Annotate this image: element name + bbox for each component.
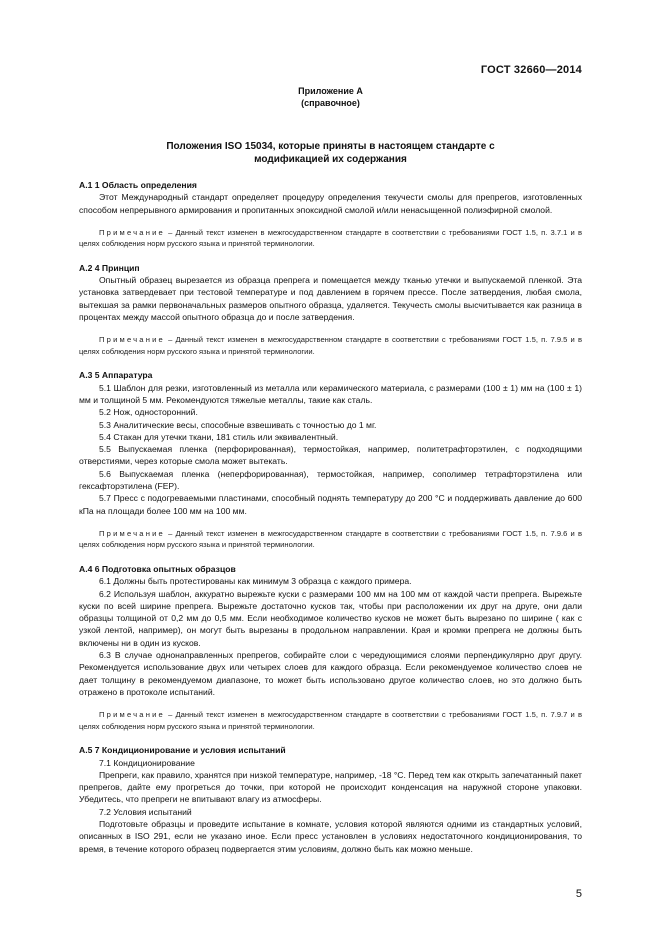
page-content (79, 86, 582, 855)
note-label: Примечание (99, 528, 165, 538)
list-item: Подготовьте образцы и проведите испытание в комнате, условия которой являются одними из стандартных условий, описанных в ISO 291, если не указано иное. Если пресс установлен в условиях недостаточного кондиционирования, то время, в течение которого образец подвергается этим условиям, должно быть как можно меньше. (79, 818, 582, 854)
note-text: – Данный текст изменен в межгосударственном стандарте в соответствии с требованиями ГОСТ 1.5, п. 7.9.7 и в целях соблюдения норм русского языка и принятой терминологии. (79, 710, 582, 731)
list-item: 6.2 Используя шаблон, аккуратно вырежьте куски с размерами 100 мм на 100 мм от каждой части препрега. Вырежьте куски по всей ширине препрега. Вырежьте достаточно кусков так, чтобы при расположении их друг на друге, они дали образцы толщиной от 0,2 мм до 0,5 мм. Если необходимое количество кусков не может быть вырезано по ширине ( как с узкой лентой, например), он могут быть вырезаны в продольном направлении. Края и кромки препрега не должны быть включены ни в один из кусков. (79, 588, 582, 648)
section-a2-paragraph: Опытный образец вырезается из образца препрега и помещается между тканью утечки и выпускаемой пленкой. Эта установка затвердевает при тестовой температуре и под давлением в горячем прессе. После затвердения, любая смола, вытекшая за рамки первоначальных размеров опытного образца, удаляется. Текучесть смолы высчитывается как разница в процентах между массой опытного образца до и после затвердения. (79, 275, 582, 323)
note-text: – Данный текст изменен в межгосударственном стандарте в соответствии с требованиями ГОСТ 1.5, п. 7.9.5 и в целях соблюдения норм русского языка и принятой терминологии. (79, 335, 582, 356)
list-item: Препреги, как правило, хранятся при низкой температуре, например, -18 °С. Перед тем как открыть запечатанный пакет препрегов, дайте ему прогреться до точки, при которой не происходит конденсация на наружной стороне упаковки. Убедитесь, что препреги не впитывают влагу из атмосферы. (79, 769, 582, 805)
main-title (79, 141, 582, 166)
list-item: 5.4 Стакан для утечки ткани, 181 стиль или эквивалентный. (99, 431, 339, 442)
note-text: – Данный текст изменен в межгосударственном стандарте в соответствии с требованиями ГОСТ 1.5, п. 7.9.6 и в целях соблюдения норм русского языка и принятой терминологии. (79, 528, 582, 550)
section-a1-paragraph: Этот Международный стандарт определяет процедуру определения текучести смолы для препрегов, изготовленных способом непрерывного армирования и пропитанных эпоксидной смолой и/или ненасыщенной полиэфирной смолой. (79, 192, 582, 215)
list-item: 5.2 Нож, односторонний. (99, 407, 198, 418)
note-label: Примечание (99, 710, 165, 720)
list-item: 5.1 Шаблон для резки, изготовленный из металла или керамического материала, с размерами (100 ± 1) мм на (100 ± 1) мм и толщиной 5 мм. Рекомендуются тяжелые металлы, такие как сталь. (79, 382, 582, 405)
page-number: 5 (575, 888, 582, 900)
main-title-line-1: Положения ISO 15034, которые приняты в настоящем стандарте с (166, 141, 495, 152)
section-a2-note (79, 334, 582, 357)
list-item: 7.1 Кондиционирование (99, 757, 195, 768)
note-label: Примечание (99, 335, 165, 345)
list-item: 5.7 Пресс с подогреваемыми пластинами, способный поднять температуру до 200 °С и поддерживать давление до 600 кПа на площади более 100 мм на 100 мм. (79, 493, 582, 516)
list-item: 6.1 Должны быть протестированы как минимум 3 образца с каждого примера. (99, 576, 412, 587)
note-text: – Данный текст изменен в межгосударственном стандарте в соответствии с требованиями ГОСТ 1.5, п. 3.7.1 и в целях соблюдения норм русского языка и принятой терминологии. (79, 227, 582, 249)
annex-subtitle: (справочное) (301, 97, 360, 108)
section-heading-a4: А.4 6 Подготовка опытных образцов (79, 563, 236, 574)
list-item: 5.3 Аналитические весы, способные взвешивать с точностью до 1 мг. (99, 419, 377, 430)
annex-title: Приложение А (298, 86, 363, 96)
section-heading-a3: А.3 5 Аппаратура (79, 370, 153, 381)
list-item: 6.3 В случае однонаправленных препрегов, собирайте слои с чередующимися слоями перпендикулярно друг другу. Рекомендуется использование двух или четырех слоев для каждого образца. Если рекомендуемое количество слоев не дает толщину в рекомендуемом диапазоне, то может быть использовано другое количество слоев, но это должно быть отражено в протоколе испытаний. (79, 650, 582, 697)
document-code: ГОСТ 32660—2014 (480, 64, 582, 76)
section-a1-note (79, 227, 582, 250)
section-heading-a5: А.5 7 Кондиционирование и условия испытаний (79, 745, 286, 756)
section-a4-note (79, 709, 582, 732)
list-item: 7.2 Условия испытаний (99, 806, 192, 817)
section-heading-a1: А.1 1 Область определения (79, 180, 197, 190)
main-title-line-2: модификацией их содержания (254, 153, 407, 165)
list-item: 5.6 Выпускаемая пленка (неперфорированная), термостойкая, например, сополимер тетрафторэтилена или гексафторэтилена (FEP). (79, 468, 582, 492)
note-label: Примечание (99, 227, 165, 237)
list-item: 5.5 Выпускаемая пленка (перфорированная), термостойкая, например, политетрафторэтилен, с подходящими отверстиями, через которые смола может вытекать. (79, 444, 582, 467)
section-heading-a2: А.2 4 Принцип (79, 262, 140, 273)
section-a3-note (79, 528, 582, 551)
